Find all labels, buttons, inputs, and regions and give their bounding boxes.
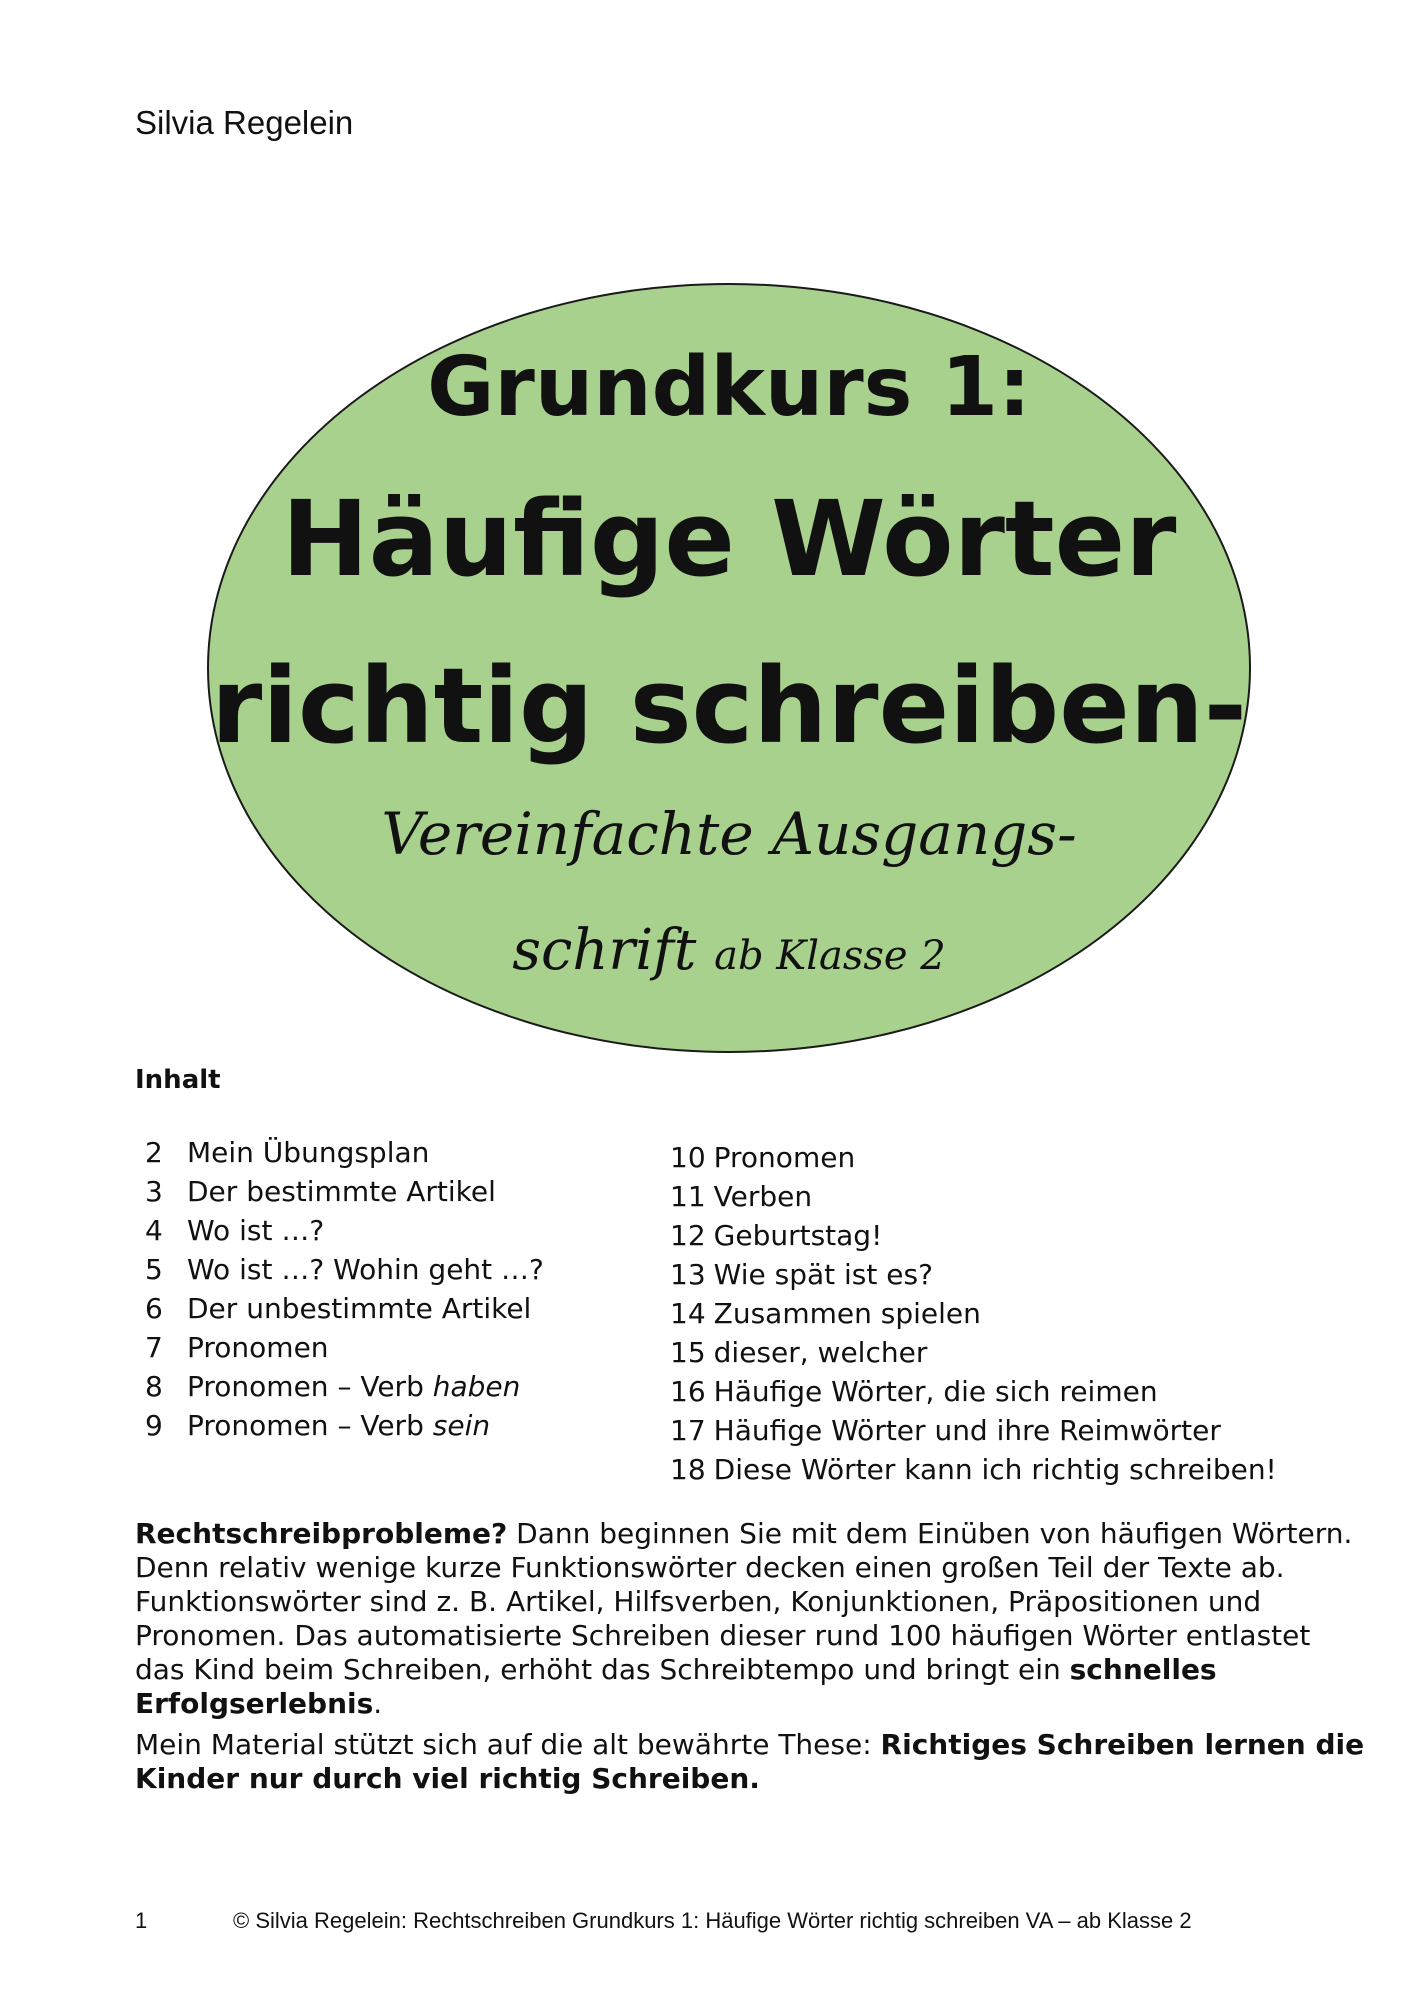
contents-item [670, 1255, 1277, 1294]
item-number: 5 [145, 1253, 163, 1286]
contents-item [145, 1133, 544, 1172]
item-number: 15 [670, 1336, 706, 1369]
item-title: Häufige Wörter, die sich reimen [713, 1375, 1158, 1408]
item-number: 18 [670, 1453, 706, 1486]
item-number: 8 [145, 1370, 163, 1403]
item-title: Pronomen [187, 1331, 329, 1364]
item-number: 11 [670, 1180, 706, 1213]
author-name: Silvia Regelein [135, 104, 354, 141]
contents-item [670, 1177, 1277, 1216]
contents-item [145, 1328, 544, 1367]
item-number: 6 [145, 1292, 163, 1325]
intro-lead-bold: Rechtschreibprobleme? [135, 1517, 508, 1550]
item-number: 12 [670, 1219, 706, 1252]
intro-period: . [373, 1687, 383, 1720]
title-line-2: Häufige Wörter [281, 478, 1177, 600]
item-number: 9 [145, 1409, 163, 1442]
thesis-statement: Richtiges Schreiben lernen die Kinder nur durch viel richtig Schreiben. [135, 1728, 1365, 1795]
subtitle-line-2 [207, 918, 1251, 983]
item-number: 3 [145, 1175, 163, 1208]
item-number: 10 [670, 1141, 706, 1174]
page-number: 1 [135, 1908, 148, 1933]
contents-item [145, 1211, 544, 1250]
item-title: Wie spät ist es? [713, 1258, 933, 1291]
item-title: dieser, welcher [713, 1336, 928, 1369]
intro-body: Dann beginnen Sie mit dem Einüben von häufigen Wörtern. Denn relativ wenige kurze Funktionswörter decken einen großen Teil der Texte ab. Funktionswörter sind z. B. Artikel, Hilfsverben, Konjunktionen, Präpositionen und Pronomen. Das automatisierte Schreiben dieser rund 100 häufigen Wörter entlastet das Kind beim Schreiben, erhöht das Schreibtempo und bringt ein [135, 1517, 1353, 1686]
title-line-3: richtig schreiben- [211, 645, 1247, 767]
item-title: Pronomen – Verb [187, 1409, 433, 1442]
item-title: Der unbestimmte Artikel [187, 1292, 532, 1325]
item-title-italic: haben [432, 1370, 521, 1403]
contents-item [145, 1250, 544, 1289]
contents-item [670, 1411, 1277, 1450]
title-line-1: Grundkurs 1: [427, 340, 1031, 435]
contents-item [670, 1138, 1277, 1177]
item-title-italic: sein [432, 1409, 491, 1442]
subtitle-grade: ab Klasse 2 [714, 933, 946, 979]
contents-item [670, 1333, 1277, 1372]
intro-emphasis: schnelles Erfolgserlebnis [135, 1653, 1217, 1720]
item-number: 4 [145, 1214, 163, 1247]
item-title: Zusammen spielen [713, 1297, 981, 1330]
thesis-paragraph [135, 1728, 1365, 1796]
item-number: 16 [670, 1375, 706, 1408]
item-title: Diese Wörter kann ich richtig schreiben! [713, 1453, 1277, 1486]
item-number: 17 [670, 1414, 706, 1447]
contents-item [670, 1372, 1277, 1411]
subtitle-script-word: schrift [512, 918, 697, 983]
item-title: Wo ist …? [187, 1214, 325, 1247]
item-title: Mein Übungsplan [187, 1136, 430, 1169]
item-title: Der bestimmte Artikel [187, 1175, 496, 1208]
contents-item [670, 1294, 1277, 1333]
contents-item [145, 1172, 544, 1211]
thesis-intro: Mein Material stützt sich auf die alt bewährte These: [135, 1728, 881, 1761]
item-title: Pronomen [713, 1141, 856, 1174]
contents-item [670, 1216, 1277, 1255]
contents-list-right [670, 1138, 1277, 1489]
item-title: Verben [713, 1180, 813, 1213]
contents-item [145, 1289, 544, 1328]
item-title: Pronomen – Verb [187, 1370, 433, 1403]
copyright-line: © Silvia Regelein: Rechtschreiben Grundkurs 1: Häufige Wörter richtig schreiben VA – ab Klasse 2 [233, 1908, 1192, 1933]
item-number: 7 [145, 1331, 163, 1364]
intro-paragraph [135, 1517, 1365, 1721]
contents-item [670, 1450, 1277, 1489]
item-title: Wo ist …? Wohin geht …? [187, 1253, 544, 1286]
item-number: 14 [670, 1297, 706, 1330]
contents-heading: Inhalt [135, 1065, 221, 1095]
item-title: Häufige Wörter und ihre Reimwörter [713, 1414, 1221, 1447]
item-title: Geburtstag! [713, 1219, 883, 1252]
item-number: 13 [670, 1258, 706, 1291]
contents-item [145, 1406, 544, 1445]
item-number: 2 [145, 1136, 163, 1169]
contents-list-left [145, 1133, 544, 1445]
contents-item [145, 1367, 544, 1406]
subtitle-line-1: Vereinfachte Ausgangs- [381, 800, 1077, 868]
